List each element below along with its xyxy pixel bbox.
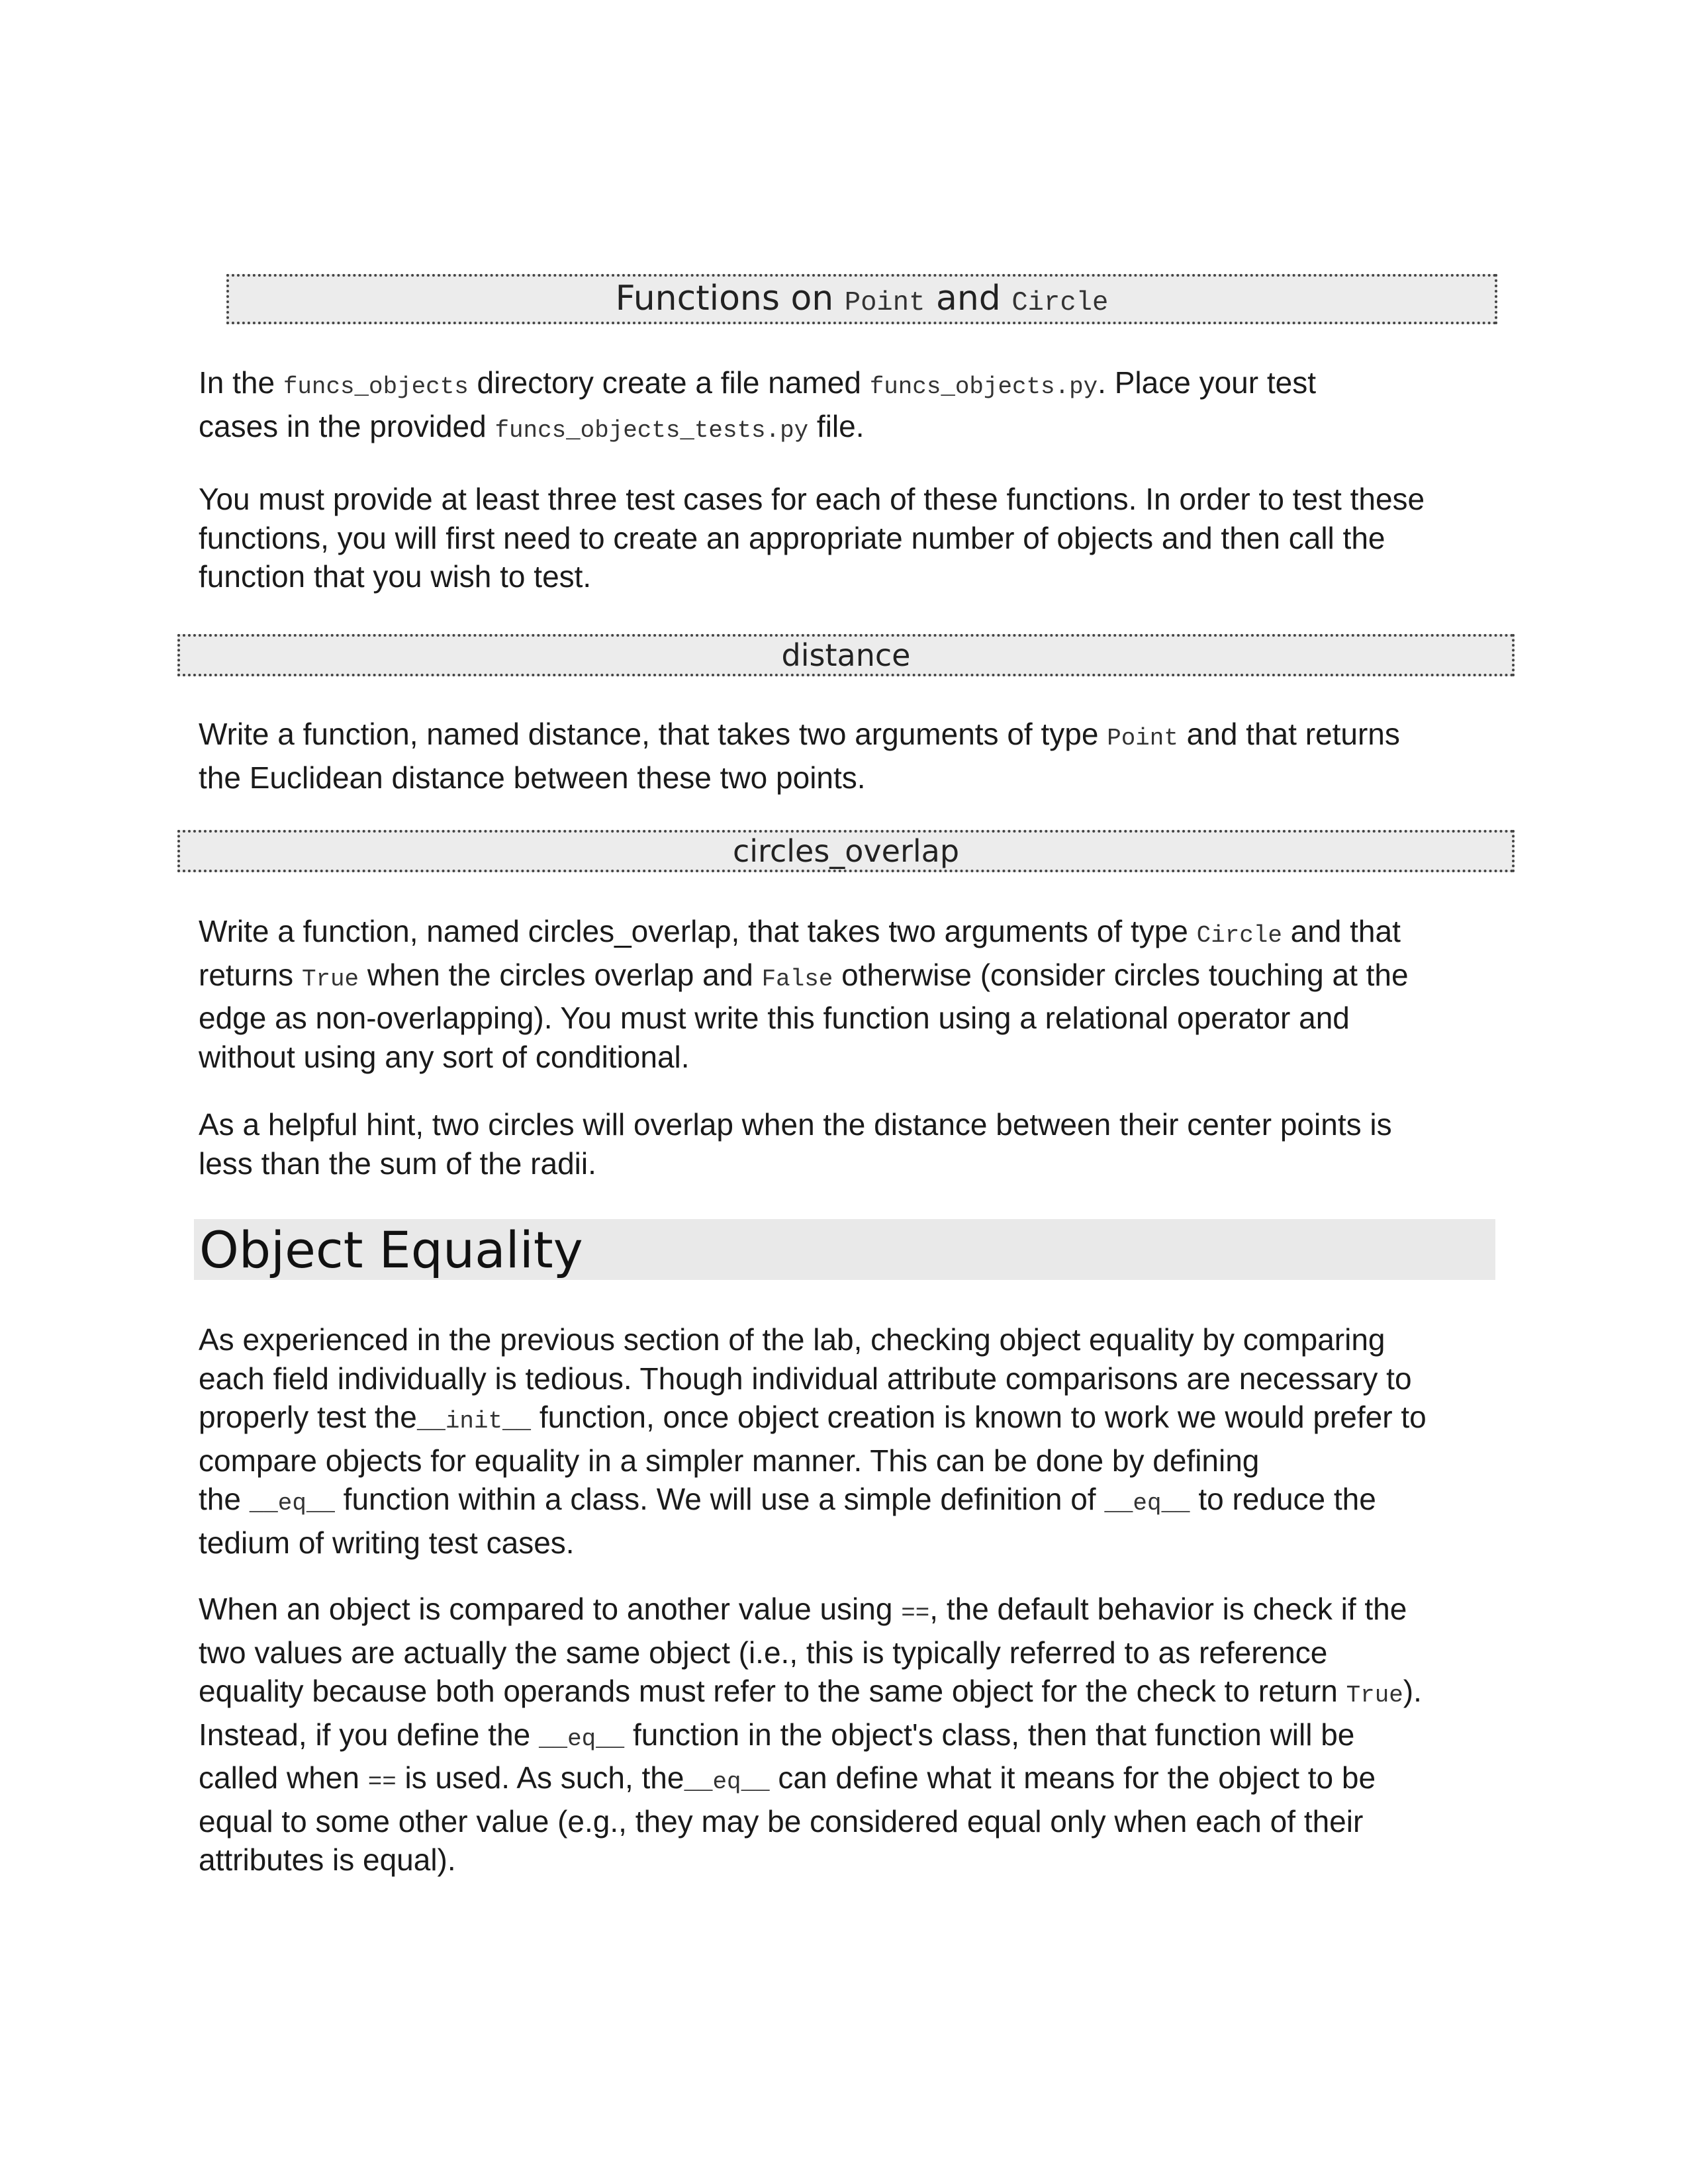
heading-functions-on-point-and-circle: Functions on Point and Circle [226, 274, 1497, 324]
heading-distance: distance [177, 634, 1515, 676]
heading-circles-overlap: circles_overlap [177, 830, 1515, 872]
distance-paragraph: Write a function, named distance, that takes two arguments of type Point and that returns the Euclidean distance between these two points. [199, 717, 1400, 795]
section-title-object-equality: Object Equality [194, 1219, 1495, 1280]
overlap-paragraph: Write a function, named circles_overlap, that takes two arguments of type Circle and that returns True when the circles overlap and False otherwise (consider circles touching at the edge as non-overlapping). You must write this function using a relational operator and without using any sort of conditional. [199, 914, 1409, 1074]
intro-paragraph: In the funcs_objects directory create a file named funcs_objects.py. Place your test cases in the provided funcs_objects_tests.py file. [199, 365, 1316, 444]
equality-paragraph-1: As experienced in the previous section of the lab, checking object equality by comparing each field individually is tedious. Though individual attribute comparisons are necessary to properly test the__init__ function, once object creation is known to work we would prefer to compare objects for equality in a simpler manner. This can be done by defining the __eq__ function within a class. We will use a simple definition of __eq__ to reduce the tedium of writing test cases. [199, 1322, 1427, 1560]
requirements-paragraph: You must provide at least three test cases for each of these functions. In order to test these functions, you will first need to create an appropriate number of objects and then call the function that you wish to test. [199, 482, 1425, 594]
equality-paragraph-2: When an object is compared to another value using ==, the default behavior is check if the two values are actually the same object (i.e., this is typically referred to as reference equality because both operands must refer to the same object for the check to return True). Instead, if you define the __eq__ function in the object's class, then that function will be called when == is used. As such, the__eq__ can define what it means for the object to be equal to some other value (e.g., they may be considered equal only when each of their attributes is equal). [199, 1592, 1422, 1877]
hint-paragraph: As a helpful hint, two circles will overlap when the distance between their center points is less than the sum of the radii. [199, 1107, 1392, 1181]
